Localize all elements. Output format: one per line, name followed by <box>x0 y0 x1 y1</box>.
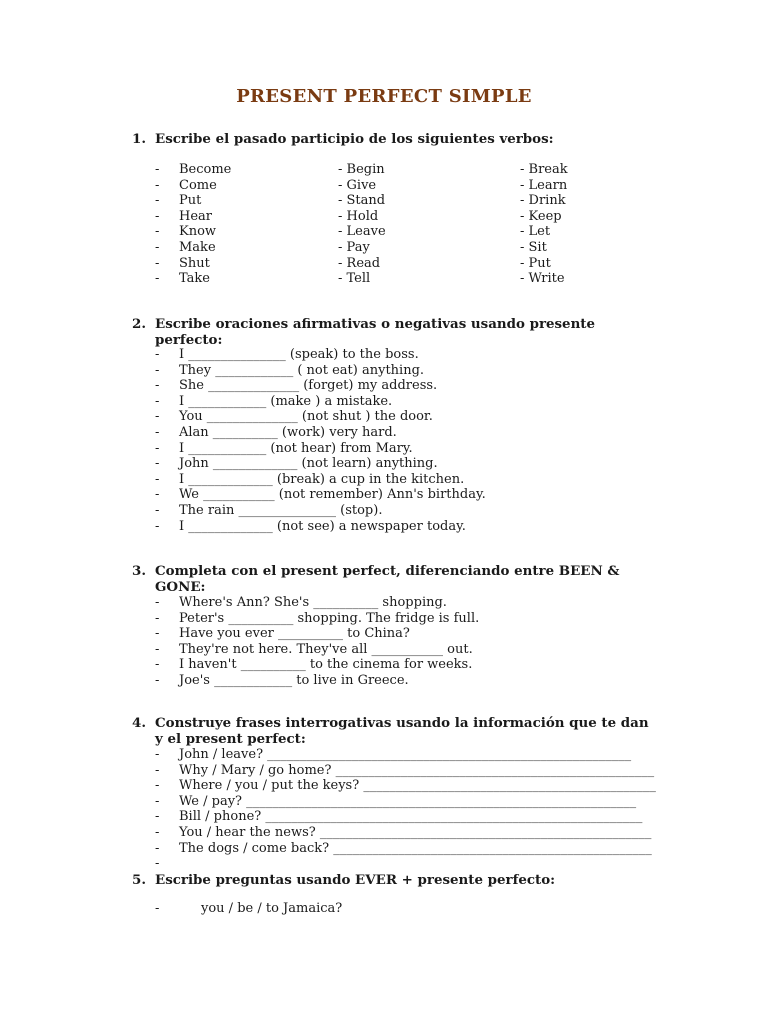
exercise-5-item <box>155 901 342 916</box>
list-dash: - <box>155 840 160 856</box>
list-item <box>520 271 568 287</box>
section-number: 1. <box>132 131 146 147</box>
section-2-heading <box>132 317 652 348</box>
list-item-text: She ______________ (forget) my address. <box>179 378 438 394</box>
section-number: 2. <box>132 316 146 332</box>
list-item-text: - Sit <box>520 239 547 255</box>
list-item-text: I ____________ (make ) a mistake. <box>179 393 393 409</box>
list-dash: - <box>155 440 160 456</box>
list-dash: - <box>155 657 160 673</box>
list-item <box>520 209 568 225</box>
page-title: PRESENT PERFECT SIMPLE <box>236 86 532 107</box>
list-item <box>338 224 386 240</box>
section-heading-text: Escribe oraciones afirmativas o negativas usando presente perfecto: <box>155 316 596 348</box>
list-item <box>155 642 479 658</box>
list-item-text: Bill / phone? __________________________________________________________ <box>179 809 643 825</box>
list-dash: - <box>155 610 160 626</box>
list-item-text: - Begin <box>338 162 385 177</box>
list-item <box>155 841 656 857</box>
exercise-3-list <box>155 595 479 689</box>
list-item <box>155 503 486 519</box>
list-item <box>155 363 486 379</box>
list-dash: - <box>155 487 160 503</box>
section-heading-text: Escribe preguntas usando EVER + presente perfecto: <box>155 872 556 888</box>
list-dash: - <box>155 809 160 825</box>
list-item-text: I _____________ (not see) a newspaper today. <box>179 518 466 534</box>
list-item-text: Have you ever __________ to China? <box>179 626 410 642</box>
list-item <box>155 794 656 810</box>
list-dash: - <box>155 641 160 657</box>
list-item <box>338 193 386 209</box>
exercise-4-list <box>155 747 656 872</box>
list-item-text: Make <box>179 239 216 255</box>
list-item-text: - Keep <box>520 208 562 224</box>
list-item <box>155 209 231 225</box>
list-item <box>155 673 479 689</box>
list-item-text: Know <box>179 224 217 240</box>
verb-column-1 <box>155 162 231 287</box>
list-item-text: - Stand <box>338 193 386 209</box>
list-dash: - <box>155 177 160 193</box>
list-dash: - <box>155 856 160 872</box>
list-item-text: Why / Mary / go home? _________________________________________________ <box>179 762 655 778</box>
list-dash: - <box>155 901 160 916</box>
list-dash: - <box>155 502 160 518</box>
list-item-text: I haven't __________ to the cinema for weeks. <box>179 657 473 673</box>
section-3-heading <box>132 564 652 595</box>
list-dash: - <box>155 239 160 255</box>
list-dash: - <box>155 518 160 534</box>
list-item <box>155 441 486 457</box>
list-item <box>155 409 486 425</box>
list-item-text: Where / you / put the keys? _____________________________________________ <box>179 778 656 794</box>
list-item-text: - Tell <box>338 271 371 287</box>
list-item <box>155 271 231 287</box>
list-dash: - <box>155 762 160 778</box>
list-item <box>155 162 231 178</box>
list-dash: - <box>155 424 160 440</box>
list-item-text: The rain _______________ (stop). <box>179 502 383 518</box>
section-1-heading <box>132 132 652 148</box>
list-dash: - <box>155 456 160 472</box>
list-item-text: Become <box>179 162 232 177</box>
list-item-text: - Drink <box>520 193 566 209</box>
exercise-2-list <box>155 347 486 534</box>
list-item <box>155 595 479 611</box>
list-dash: - <box>155 193 160 209</box>
list-item-text: Take <box>179 271 210 287</box>
list-item <box>155 747 656 763</box>
list-item <box>155 456 486 472</box>
list-item <box>155 763 656 779</box>
list-item <box>155 193 231 209</box>
list-item-text: - Read <box>338 255 381 271</box>
list-item-text: John / leave? ________________________________________________________ <box>179 747 632 762</box>
list-item <box>155 519 486 535</box>
list-item <box>155 378 486 394</box>
list-item <box>155 487 486 503</box>
list-item <box>520 193 568 209</box>
section-number: 5. <box>132 872 146 888</box>
list-dash: - <box>155 409 160 425</box>
section-number: 3. <box>132 563 146 579</box>
list-item-text: John _____________ (not learn) anything. <box>179 456 438 472</box>
list-item-text: Put <box>179 193 202 209</box>
list-item <box>155 425 486 441</box>
list-item <box>155 472 486 488</box>
list-item-text: We / pay? ____________________________________________________________ <box>179 793 637 809</box>
list-item-text: Come <box>179 177 217 193</box>
list-dash: - <box>155 824 160 840</box>
list-item-text: We ___________ (not remember) Ann's birthday. <box>179 487 486 503</box>
section-5-heading <box>132 873 652 889</box>
list-item <box>155 256 231 272</box>
list-item <box>520 256 568 272</box>
list-dash: - <box>155 271 160 287</box>
list-item-text: They're not here. They've all ___________ out. <box>179 641 473 657</box>
list-item <box>338 209 386 225</box>
list-item-text: - Let <box>520 224 551 240</box>
list-item <box>520 162 568 178</box>
list-item <box>338 240 386 256</box>
list-dash: - <box>155 778 160 794</box>
list-item <box>155 657 479 673</box>
list-dash: - <box>155 347 160 362</box>
section-heading-text: Escribe el pasado participio de los siguientes verbos: <box>155 131 554 147</box>
list-item-text: I ____________ (not hear) from Mary. <box>179 440 413 456</box>
list-item <box>155 240 231 256</box>
list-item-text: Alan __________ (work) very hard. <box>179 424 397 440</box>
list-item <box>338 162 386 178</box>
list-item-text: They ____________ ( not eat) anything. <box>179 362 425 378</box>
list-item <box>155 825 656 841</box>
list-item-text: You ______________ (not shut ) the door. <box>179 409 433 425</box>
list-dash: - <box>155 378 160 394</box>
section-4-heading <box>132 716 652 747</box>
list-item-text: - Write <box>520 271 565 287</box>
list-dash: - <box>155 626 160 642</box>
list-item-text: - Pay <box>338 239 370 255</box>
list-item-text: - Leave <box>338 224 386 240</box>
list-dash: - <box>155 793 160 809</box>
list-item <box>155 224 231 240</box>
list-dash: - <box>155 362 160 378</box>
list-dash: - <box>155 672 160 688</box>
list-item-text: I _______________ (speak) to the boss. <box>179 347 419 362</box>
list-dash: - <box>155 162 160 177</box>
list-item <box>338 271 386 287</box>
list-item-text: Joe's ____________ to live in Greece. <box>179 672 409 688</box>
section-heading-text: Construye frases interrogativas usando la información que te dan y el present perfect: <box>155 715 649 747</box>
list-item-text: I _____________ (break) a cup in the kitchen. <box>179 471 465 487</box>
list-item <box>155 778 656 794</box>
list-item-text: Where's Ann? She's __________ shopping. <box>179 595 447 610</box>
list-dash: - <box>155 471 160 487</box>
list-dash: - <box>155 208 160 224</box>
list-item <box>155 611 479 627</box>
list-item-text: - Break <box>520 162 568 177</box>
list-item <box>520 240 568 256</box>
list-item-text: you / be / to Jamaica? <box>201 901 343 916</box>
list-item <box>155 856 656 872</box>
list-item-text: - Put <box>520 255 551 271</box>
list-item <box>155 394 486 410</box>
section-number: 4. <box>132 715 146 731</box>
list-item <box>338 256 386 272</box>
list-item-text: You / hear the news? ___________________________________________________ <box>179 824 652 840</box>
list-dash: - <box>155 595 160 610</box>
list-item <box>520 178 568 194</box>
list-item <box>155 809 656 825</box>
list-dash: - <box>155 393 160 409</box>
list-item <box>520 224 568 240</box>
list-item-text: Hear <box>179 208 212 224</box>
section-heading-text: Completa con el present perfect, diferenciando entre BEEN & GONE: <box>155 563 620 595</box>
list-item <box>155 178 231 194</box>
list-dash: - <box>155 224 160 240</box>
list-dash: - <box>155 747 160 762</box>
verb-column-3 <box>520 162 568 287</box>
list-item-text: Peter's __________ shopping. The fridge is full. <box>179 610 480 626</box>
list-item-text: - Learn <box>520 177 568 193</box>
verb-column-2 <box>338 162 386 287</box>
list-item-text: - Hold <box>338 208 379 224</box>
list-item <box>155 626 479 642</box>
list-item-text: - Give <box>338 177 377 193</box>
list-item-text: The dogs / come back? _________________________________________________ <box>179 840 652 856</box>
list-item <box>155 347 486 363</box>
list-dash: - <box>155 255 160 271</box>
list-item-text: Shut <box>179 255 210 271</box>
list-item <box>338 178 386 194</box>
